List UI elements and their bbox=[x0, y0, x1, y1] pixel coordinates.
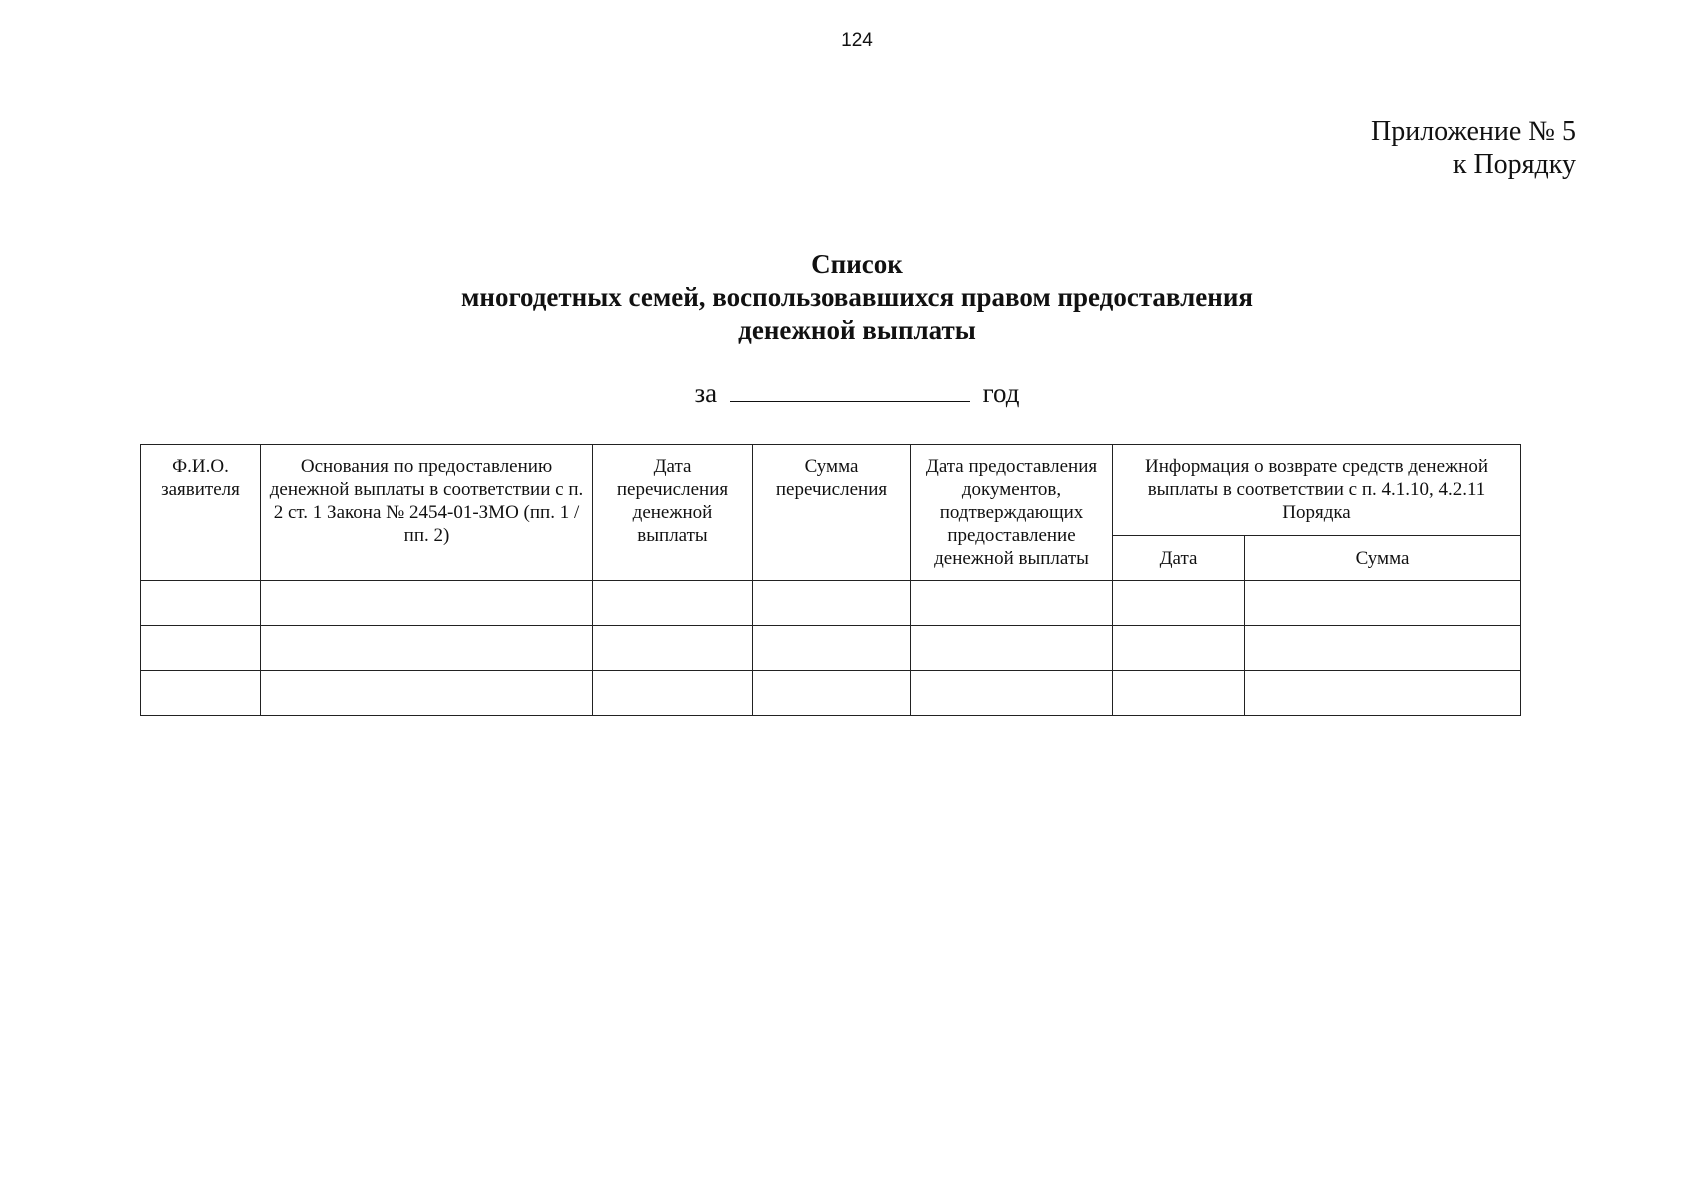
appendix-target: к Порядку bbox=[1452, 149, 1576, 180]
table-cell bbox=[753, 671, 911, 716]
table-cell bbox=[593, 581, 753, 626]
title-line-3: денежной выплаты bbox=[738, 315, 976, 345]
table-cell bbox=[261, 671, 593, 716]
document-title bbox=[0, 248, 1697, 347]
table-cell bbox=[141, 581, 261, 626]
table-cell bbox=[261, 581, 593, 626]
table-row bbox=[141, 626, 1521, 671]
table-cell bbox=[911, 671, 1113, 716]
table-cell bbox=[141, 626, 261, 671]
table-cell bbox=[753, 581, 911, 626]
table-row bbox=[141, 581, 1521, 626]
table-cell bbox=[1245, 626, 1521, 671]
table-cell bbox=[261, 626, 593, 671]
header-fio: Ф.И.О. заявителя bbox=[141, 445, 261, 581]
appendix-reference bbox=[1371, 115, 1576, 181]
page-number: 124 bbox=[841, 30, 873, 51]
year-blank-field bbox=[730, 377, 970, 402]
table-cell bbox=[593, 626, 753, 671]
table-cell bbox=[1113, 671, 1245, 716]
table-row bbox=[141, 671, 1521, 716]
table-cell bbox=[911, 581, 1113, 626]
table-cell bbox=[593, 671, 753, 716]
table-cell bbox=[753, 626, 911, 671]
period-prefix: за bbox=[694, 378, 718, 408]
table-cell bbox=[911, 626, 1113, 671]
table-cell bbox=[1245, 581, 1521, 626]
period-line bbox=[0, 377, 1697, 409]
table-cell bbox=[141, 671, 261, 716]
table-cell bbox=[1113, 581, 1245, 626]
title-line-1: Список bbox=[811, 249, 903, 279]
title-line-2: многодетных семей, воспользовавшихся правом предоставления bbox=[461, 282, 1253, 312]
header-docs-date: Дата предоставления документов, подтверждающих предоставление денежной выплаты bbox=[911, 445, 1113, 581]
header-basis: Основания по предоставлению денежной выплаты в соответствии с п. 2 ст. 1 Закона № 2454-01-ЗМО (пп. 1 / пп. 2) bbox=[261, 445, 593, 581]
table-cell bbox=[1245, 671, 1521, 716]
header-transfer-date: Дата перечисления денежной выплаты bbox=[593, 445, 753, 581]
table-cell bbox=[1113, 626, 1245, 671]
period-suffix: год bbox=[982, 378, 1020, 408]
header-refund-sum: Сумма bbox=[1245, 536, 1521, 581]
appendix-number: Приложение № 5 bbox=[1371, 116, 1576, 147]
header-transfer-sum: Сумма перечисления bbox=[753, 445, 911, 581]
header-refund-date: Дата bbox=[1113, 536, 1245, 581]
header-refund-info: Информация о возврате средств денежной выплаты в соответствии с п. 4.1.10, 4.2.11 Порядка bbox=[1113, 445, 1521, 536]
families-table bbox=[140, 444, 1521, 716]
